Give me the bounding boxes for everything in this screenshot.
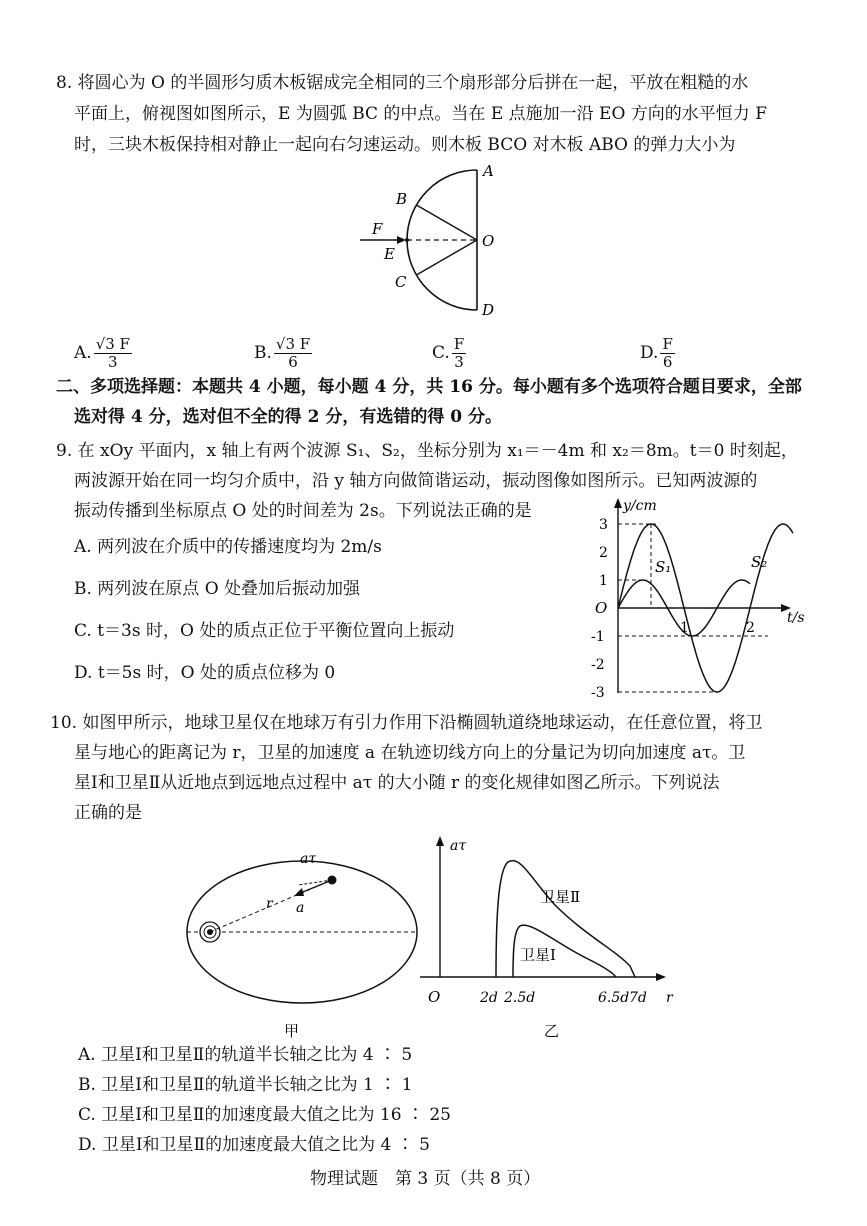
q9-option-d[interactable]: D. t＝5s 时，O 处的质点位移为 0	[74, 663, 336, 683]
q10-figure-jia	[180, 840, 430, 1040]
label-D: D	[482, 301, 495, 319]
ytick-neg3: -3	[591, 685, 605, 701]
page-footer: 物理试题 第 3 页（共 8 页）	[310, 1169, 541, 1189]
q8-option-c[interactable]	[432, 336, 466, 371]
radius-OB	[416, 205, 477, 240]
y-axis-label: y/cm	[623, 498, 657, 514]
q10-option-c[interactable]: C. 卫星Ⅰ和卫星Ⅱ的加速度最大值之比为 16 ∶ 25	[78, 1105, 451, 1125]
xtick-7d: 7d	[629, 990, 647, 1006]
q10-option-a[interactable]: A. 卫星Ⅰ和卫星Ⅱ的轨道半长轴之比为 4 ∶ 5	[78, 1045, 413, 1065]
q10-figure-yi	[420, 830, 700, 1040]
q8-option-d-key: D.	[640, 343, 659, 363]
force-arrowhead	[397, 236, 406, 244]
q10-option-b[interactable]: B. 卫星Ⅰ和卫星Ⅱ的轨道半长轴之比为 1 ∶ 1	[78, 1075, 413, 1095]
q9-option-a[interactable]: A. 两列波在介质中的传播速度均为 2m/s	[74, 537, 382, 557]
q8-option-c-key: C.	[432, 343, 450, 363]
label-a-tau: aτ	[300, 851, 317, 867]
series-s1-label: S₁	[655, 558, 672, 576]
yi-y-label: aτ	[450, 838, 467, 854]
xtick-2: 2	[746, 620, 755, 636]
q8-option-a-frac: $\frac{√3 F}{3}$	[95, 335, 130, 371]
q8-option-a-key: A.	[74, 343, 92, 363]
q8-option-b[interactable]	[254, 336, 312, 371]
q10-stem-line4: 正确的是	[74, 803, 142, 823]
caption-jia: 甲	[284, 1022, 300, 1040]
label-satellite-2: 卫星Ⅱ	[540, 888, 581, 906]
q8-option-d-frac: $\frac{F}{6}$	[662, 335, 673, 371]
ytick-neg1: -1	[591, 629, 605, 645]
q9-stem-line3: 振动传播到坐标原点 O 处的时间差为 2s。下列说法正确的是	[74, 501, 532, 521]
label-B: B	[396, 190, 408, 208]
xtick-1: 1	[680, 620, 689, 636]
q8-option-a[interactable]	[74, 336, 132, 371]
q10-stem-line1: 10. 如图甲所示，地球卫星仅在地球万有引力作用下沿椭圆轨道绕地球运动，在任意位置，将卫	[50, 713, 763, 733]
origin-label: O	[595, 599, 608, 617]
q8-semicircle-figure	[340, 160, 540, 330]
q8-option-d[interactable]	[640, 336, 675, 371]
label-F: F	[372, 220, 383, 238]
q9-vibration-graph	[585, 490, 815, 705]
q8-stem-line2: 平面上，俯视图如图所示，E 为圆弧 BC 的中点。当在 E 点施加一沿 EO 方向的水平恒力 F	[74, 104, 768, 124]
radius-OC	[416, 240, 477, 275]
ytick-2: 2	[599, 545, 608, 561]
q8-option-b-key: B.	[254, 343, 272, 363]
q9-option-b[interactable]: B. 两列波在原点 O 处叠加后振动加强	[74, 579, 361, 599]
t-axis-label: t/s	[787, 610, 805, 626]
q10-stem-line2: 星与地心的距离记为 r，卫星的加速度 a 在轨迹切线方向上的分量记为切向加速度 aτ。卫	[74, 743, 746, 763]
caption-yi: 乙	[544, 1022, 560, 1040]
label-C: C	[395, 273, 407, 291]
satellite-2-curve	[496, 861, 635, 977]
ytick-3: 3	[599, 517, 608, 533]
q9-stem-line1: 9. 在 xOy 平面内，x 轴上有两个波源 S₁、S₂，坐标分别为 x₁＝－4m 和 x₂＝8m。t＝0 时刻起，	[56, 441, 798, 461]
ytick-1: 1	[599, 573, 608, 589]
label-satellite-1: 卫星Ⅰ	[520, 946, 556, 964]
q8-stem-line1: 8. 将圆心为 O 的半圆形匀质木板锯成完全相同的三个扇形部分后拼在一起，平放在粗糙的水	[56, 73, 749, 93]
xtick-2d: 2d	[480, 990, 498, 1006]
q10-stem-line3: 星Ⅰ和卫星Ⅱ从近地点到远地点过程中 aτ 的大小随 r 的变化规律如图乙所示。下列说法	[74, 773, 720, 793]
section2-heading-line1: 二、多项选择题：本题共 4 小题，每小题 4 分，共 16 分。每小题有多个选项符合题目要求，全部	[56, 377, 802, 397]
q8-option-c-frac: $\frac{F}{3}$	[453, 335, 465, 371]
q10-option-d[interactable]: D. 卫星Ⅰ和卫星Ⅱ的加速度最大值之比为 4 ∶ 5	[78, 1135, 430, 1155]
series-s2-label: S₂	[751, 553, 768, 571]
label-E: E	[384, 245, 395, 263]
q8-option-b-frac: $\frac{√3 F}{6}$	[275, 335, 311, 371]
q8-stem-line3: 时，三块木板保持相对静止一起向右匀速运动。则木板 BCO 对木板 ABO 的弹力大小为	[74, 135, 736, 155]
ytick-neg2: -2	[591, 657, 605, 673]
label-r: r	[266, 896, 273, 912]
section2-heading-line2: 选对得 4 分，选对但不全的得 2 分，有选错的得 0 分。	[74, 407, 502, 427]
xtick-2-5d: 2.5d	[504, 990, 536, 1006]
q9-stem-line2: 两波源开始在同一均匀介质中，沿 y 轴方向做简谐运动，振动图像如图所示。已知两波源的	[74, 471, 758, 491]
label-O: O	[482, 232, 495, 250]
xtick-6-5d: 6.5d	[598, 990, 630, 1006]
q9-option-c[interactable]: C. t＝3s 时，O 处的质点正位于平衡位置向上振动	[74, 621, 455, 641]
label-a: a	[296, 900, 305, 916]
yi-r-label: r	[666, 990, 673, 1006]
yi-origin: O	[428, 988, 441, 1006]
label-A: A	[483, 162, 494, 180]
